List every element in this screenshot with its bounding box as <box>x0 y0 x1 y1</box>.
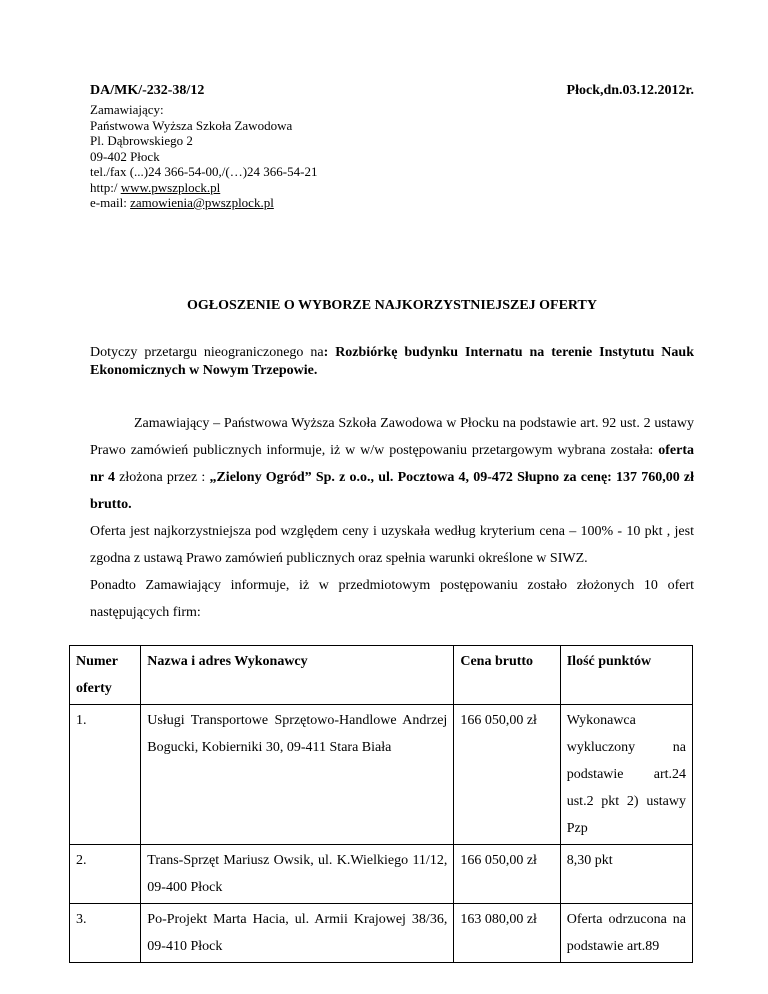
place-date: Płock,dn.03.12.2012r. <box>566 83 694 98</box>
address-label: Zamawiający: <box>90 102 164 117</box>
table-row: 2. Trans-Sprzęt Mariusz Owsik, ul. K.Wielkiego 11/12, 09-400 Płock 166 050,00 zł 8,30 pkt <box>70 844 693 903</box>
evaluation-paragraph: Oferta jest najkorzystniejsza pod względem ceny i uzyskała według kryterium cena – 100% - 10 pkt , jest zgodna z ustawą Prawo zamówień publicznych oraz spełnia warunki określone w SIWZ. <box>90 523 694 566</box>
address-email: e-mail: zamowienia@pwszplock.pl <box>90 195 274 210</box>
table-row: 1. Usługi Transportowe Sprzętowo-Handlowe Andrzej Bogucki, Kobierniki 30, 09-411 Stara Biała 166 050,00 zł Wykonawca wykluczony na podstawie art.24 ust.2 pkt 2) ustawy Pzp <box>70 704 693 844</box>
offers-intro-paragraph: Ponadto Zamawiający informuje, iż w przedmiotowym postępowaniu zostało złożonych 10 ofert następujących firm: <box>90 577 694 620</box>
table-row: 3. Po-Projekt Marta Hacia, ul. Armii Krajowej 38/36, 09-410 Płock 163 080,00 zł Oferta odrzucona na podstawie art.89 <box>70 903 693 962</box>
reference-number: DA/MK/-232-38/12 <box>90 83 205 98</box>
address-name: Państwowa Wyższa Szkoła Zawodowa <box>90 117 293 133</box>
tender-subject: Dotyczy przetargu nieograniczonego na: Rozbiórkę budynku Internatu na terenie Instytutu Nauk Ekonomicznych w Nowym Trzepowie. <box>90 344 694 378</box>
document-header <box>90 82 694 100</box>
address-web: http:/ www.pwszplock.pl <box>90 179 221 195</box>
email-link[interactable]: zamowienia@pwszplock.pl <box>130 195 274 210</box>
col-offer-number: Numer oferty <box>70 645 141 704</box>
contracting-authority-address <box>90 102 694 211</box>
col-price: Cena brutto <box>454 645 560 704</box>
col-contractor: Nazwa i adres Wykonawcy <box>141 645 454 704</box>
decision-paragraph: Zamawiający – Państwowa Wyższa Szkoła Zawodowa w Płocku na podstawie art. 92 ust. 2 ustawy Prawo zamówień publicznych informuje, iż w w/w postępowaniu przetargowym wybrana została: oferta nr 4 złożona przez : „Zielony Ogród” Sp. z o.o., ul. Pocztowa 4, 09-472 Słupno za cenę: 137 760,00 zł brutto. <box>90 415 695 512</box>
col-points: Ilość punktów <box>560 645 692 704</box>
address-street: Pl. Dąbrowskiego 2 <box>90 133 193 148</box>
offers-table <box>69 645 693 963</box>
table-header-row <box>70 645 693 704</box>
document-page <box>76 82 695 963</box>
website-link[interactable]: www.pwszplock.pl <box>120 179 221 195</box>
address-phone: tel./fax (...)24 366-54-00,/(…)24 366-54-21 <box>90 164 318 179</box>
page-title: OGŁOSZENIE O WYBORZE NAJKORZYSTNIEJSZEJ OFERTY <box>186 297 597 313</box>
address-city: 09-402 Płock <box>90 148 160 164</box>
